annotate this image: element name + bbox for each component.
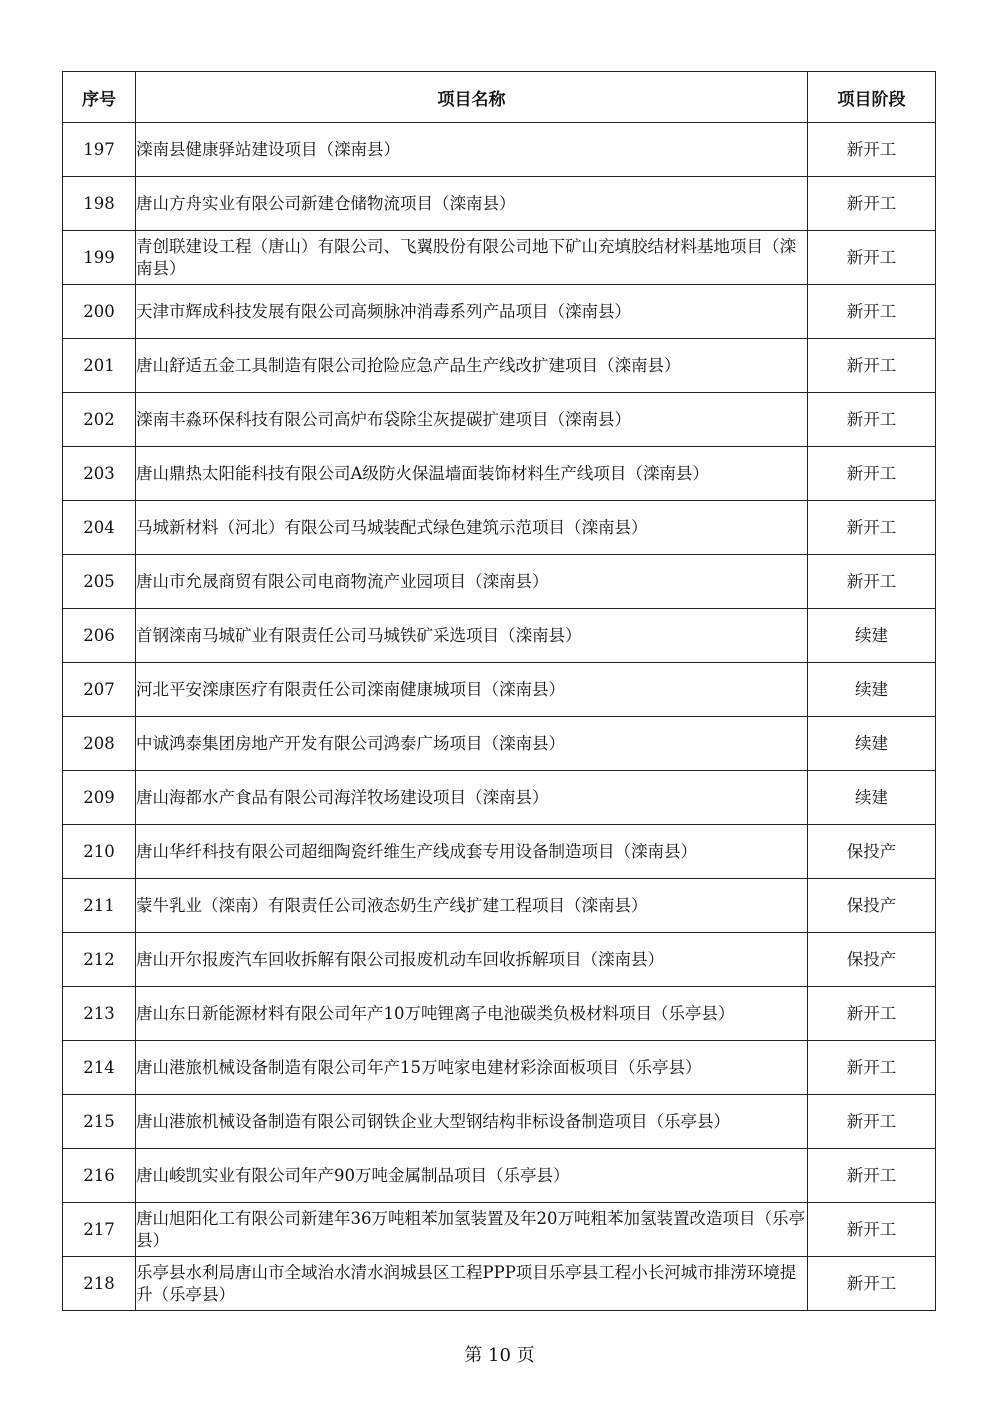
table-row xyxy=(63,1041,936,1095)
project-stage: 新开工 xyxy=(808,447,936,501)
project-stage: 新开工 xyxy=(808,1203,936,1257)
row-number: 214 xyxy=(63,1041,136,1095)
row-number: 213 xyxy=(63,987,136,1041)
project-name: 马城新材料（河北）有限公司马城装配式绿色建筑示范项目（滦南县） xyxy=(136,501,808,555)
row-number: 203 xyxy=(63,447,136,501)
header-stage: 项目阶段 xyxy=(808,72,936,123)
row-number: 218 xyxy=(63,1257,136,1311)
project-stage: 新开工 xyxy=(808,1149,936,1203)
table-row xyxy=(63,717,936,771)
row-number: 211 xyxy=(63,879,136,933)
project-stage: 新开工 xyxy=(808,1095,936,1149)
row-number: 198 xyxy=(63,177,136,231)
page-number: 第 10 页 xyxy=(464,1345,535,1366)
project-stage: 续建 xyxy=(808,771,936,825)
row-number: 206 xyxy=(63,609,136,663)
project-name: 天津市辉成科技发展有限公司高频脉冲消毒系列产品项目（滦南县） xyxy=(136,285,808,339)
project-stage: 新开工 xyxy=(808,231,936,285)
project-stage: 新开工 xyxy=(808,1257,936,1311)
table-row xyxy=(63,1257,936,1311)
project-stage: 新开工 xyxy=(808,285,936,339)
row-number: 204 xyxy=(63,501,136,555)
row-number: 207 xyxy=(63,663,136,717)
table-row xyxy=(63,1149,936,1203)
project-name: 唐山海都水产食品有限公司海洋牧场建设项目（滦南县） xyxy=(136,771,808,825)
project-stage: 新开工 xyxy=(808,555,936,609)
project-name: 唐山舒适五金工具制造有限公司抢险应急产品生产线改扩建项目（滦南县） xyxy=(136,339,808,393)
project-stage: 新开工 xyxy=(808,339,936,393)
project-name: 滦南丰淼环保科技有限公司高炉布袋除尘灰提碳扩建项目（滦南县） xyxy=(136,393,808,447)
project-table xyxy=(62,71,936,1311)
project-name: 唐山华纤科技有限公司超细陶瓷纤维生产线成套专用设备制造项目（滦南县） xyxy=(136,825,808,879)
row-number: 205 xyxy=(63,555,136,609)
project-name: 乐亭县水利局唐山市全域治水清水润城县区工程PPP项目乐亭县工程小长河城市排涝环境提升（乐亭县） xyxy=(136,1257,808,1311)
project-name: 唐山旭阳化工有限公司新建年36万吨粗苯加氢装置及年20万吨粗苯加氢装置改造项目（乐亭县） xyxy=(136,1203,808,1257)
row-number: 199 xyxy=(63,231,136,285)
row-number: 197 xyxy=(63,123,136,177)
project-name: 河北平安滦康医疗有限责任公司滦南健康城项目（滦南县） xyxy=(136,663,808,717)
table-row xyxy=(63,1095,936,1149)
project-name: 唐山鼎热太阳能科技有限公司A级防火保温墙面装饰材料生产线项目（滦南县） xyxy=(136,447,808,501)
project-stage: 新开工 xyxy=(808,177,936,231)
row-number: 212 xyxy=(63,933,136,987)
project-name: 唐山开尔报废汽车回收拆解有限公司报废机动车回收拆解项目（滦南县） xyxy=(136,933,808,987)
table-row xyxy=(63,285,936,339)
table-header-row xyxy=(63,72,936,123)
table-row xyxy=(63,123,936,177)
table-row xyxy=(63,987,936,1041)
project-name: 滦南县健康驿站建设项目（滦南县） xyxy=(136,123,808,177)
table-row xyxy=(63,771,936,825)
project-stage: 新开工 xyxy=(808,501,936,555)
table-row xyxy=(63,393,936,447)
project-name: 中诚鸿泰集团房地产开发有限公司鸿泰广场项目（滦南县） xyxy=(136,717,808,771)
table-row xyxy=(63,501,936,555)
table-row xyxy=(63,177,936,231)
project-stage: 新开工 xyxy=(808,1041,936,1095)
project-name: 唐山市允晟商贸有限公司电商物流产业园项目（滦南县） xyxy=(136,555,808,609)
project-stage: 续建 xyxy=(808,663,936,717)
table-row xyxy=(63,339,936,393)
row-number: 209 xyxy=(63,771,136,825)
row-number: 201 xyxy=(63,339,136,393)
project-stage: 新开工 xyxy=(808,393,936,447)
project-stage: 保投产 xyxy=(808,879,936,933)
row-number: 202 xyxy=(63,393,136,447)
header-name: 项目名称 xyxy=(136,72,808,123)
project-name: 蒙牛乳业（滦南）有限责任公司液态奶生产线扩建工程项目（滦南县） xyxy=(136,879,808,933)
row-number: 210 xyxy=(63,825,136,879)
project-name: 唐山东日新能源材料有限公司年产10万吨锂离子电池碳类负极材料项目（乐亭县） xyxy=(136,987,808,1041)
project-stage: 新开工 xyxy=(808,123,936,177)
project-name: 首钢滦南马城矿业有限责任公司马城铁矿采选项目（滦南县） xyxy=(136,609,808,663)
project-stage: 新开工 xyxy=(808,987,936,1041)
project-name: 唐山港旅机械设备制造有限公司钢铁企业大型钢结构非标设备制造项目（乐亭县） xyxy=(136,1095,808,1149)
row-number: 215 xyxy=(63,1095,136,1149)
project-name: 青创联建设工程（唐山）有限公司、飞翼股份有限公司地下矿山充填胶结材料基地项目（滦南县） xyxy=(136,231,808,285)
project-name: 唐山方舟实业有限公司新建仓储物流项目（滦南县） xyxy=(136,177,808,231)
project-stage: 续建 xyxy=(808,609,936,663)
project-name: 唐山峻凯实业有限公司年产90万吨金属制品项目（乐亭县） xyxy=(136,1149,808,1203)
row-number: 217 xyxy=(63,1203,136,1257)
table-row xyxy=(63,609,936,663)
row-number: 200 xyxy=(63,285,136,339)
table-row xyxy=(63,933,936,987)
project-stage: 续建 xyxy=(808,717,936,771)
project-name: 唐山港旅机械设备制造有限公司年产15万吨家电建材彩涂面板项目（乐亭县） xyxy=(136,1041,808,1095)
table-row xyxy=(63,447,936,501)
table-row xyxy=(63,1203,936,1257)
table-row xyxy=(63,231,936,285)
table-row xyxy=(63,555,936,609)
table-row xyxy=(63,825,936,879)
table-row xyxy=(63,879,936,933)
row-number: 216 xyxy=(63,1149,136,1203)
project-stage: 保投产 xyxy=(808,933,936,987)
header-no: 序号 xyxy=(63,72,136,123)
table-row xyxy=(63,663,936,717)
row-number: 208 xyxy=(63,717,136,771)
project-stage: 保投产 xyxy=(808,825,936,879)
